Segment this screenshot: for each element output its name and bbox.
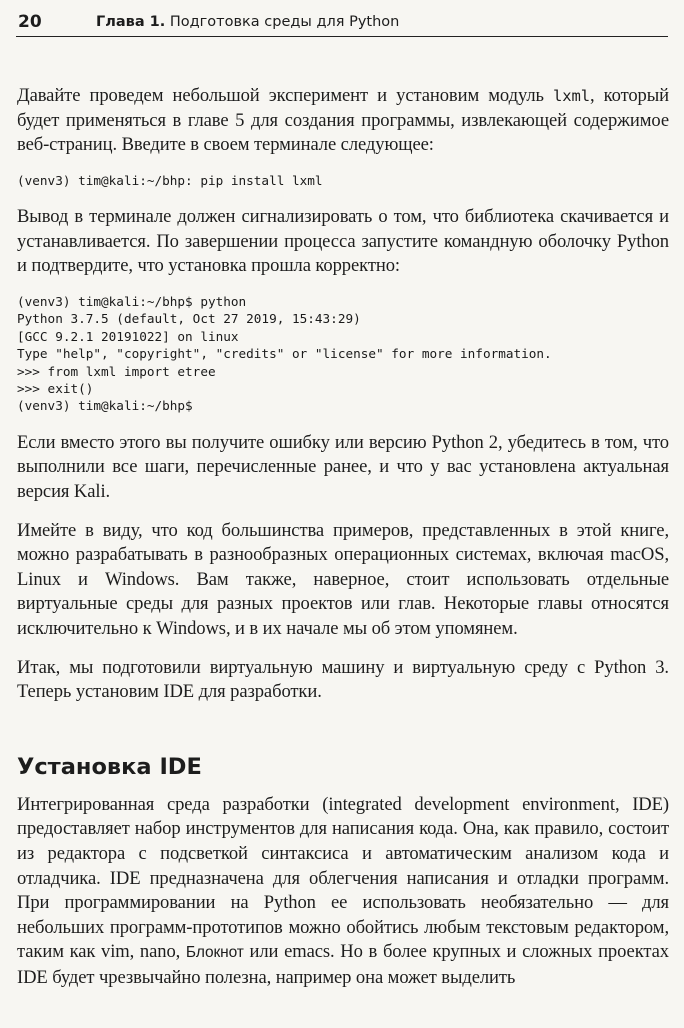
section-heading: Установка IDE <box>17 753 202 780</box>
page-content <box>17 84 669 1005</box>
chapter-title: Подготовка среды для Python <box>169 14 400 30</box>
inline-code-lxml: lxml <box>553 87 590 105</box>
text-span: , который будет применяться в главе 5 для создания программы, извлекающей содержимое веб-страниц. Введите в своем терминале следующее: <box>17 85 669 156</box>
text-span: Интегрированная среда разработки (integrated development environment, IDE) предоставляет набор инструментов для написания кода. Она, как правило, состоит из редактора с подсветкой синтаксиса и автоматическим анализом кода и отладчика. IDE предназначена для облегчения написания и отладки программ. При программировании на Python ее использовать необязательно — для небольших программ-прототипов можно обойтись любым текстовым редактором, таким как vim, nano, <box>17 793 669 963</box>
code-pip-install: (venv3) tim@kali:~/bhp: pip install lxml <box>17 172 323 188</box>
paragraph-ide-intro <box>17 793 669 991</box>
running-header <box>16 10 668 37</box>
text-span: Давайте проведем небольшой эксперимент и установим модуль <box>17 85 554 106</box>
paragraph-lxml-intro <box>17 84 669 158</box>
paragraph-error-note: Если вместо этого вы получите ошибку или версию Python 2, убедитесь в том, что выполнили все шаги, перечисленные ранее, и что у вас установлена актуальная версия Kali. <box>17 431 669 502</box>
page-number: 20 <box>18 12 42 32</box>
text-span: или emacs. Но в более крупных и сложных проектах IDE будет чрезвычайно полезна, например она может выделить <box>17 941 669 988</box>
chapter-label: Глава 1. <box>96 14 166 30</box>
paragraph-summary: Итак, мы подготовили виртуальную машину и виртуальную среду с Python 3. Теперь установим IDE для разработки. <box>17 656 669 703</box>
chapter-heading <box>96 14 399 30</box>
paragraph-os-note: Имейте в виду, что код большинства примеров, представленных в этой книге, можно разрабатывать в разнообразных операционных системах, включая macOS, Linux и Windows. Вам также, наверное, стоит использовать отдельные виртуальные среды для разных проектов или глав. Некоторые главы относятся исключительно к Windows, и в их начале мы об этом упомянем. <box>17 519 669 639</box>
paragraph-terminal-output: Вывод в терминале должен сигнализировать о том, что библиотека скачивается и устанавливается. По завершении процесса запустите командную оболочку Python и подтвердите, что установка прошла корректно: <box>17 206 669 277</box>
inline-notepad: Блокнот <box>185 944 244 962</box>
code-python-session: (venv3) tim@kali:~/bhp$ python Python 3.7.5 (default, Oct 27 2019, 15:43:29) [GCC 9.2.1 20191022] on linux Type "help", "copyright", "credits" or "license" for more information. >>> from lxml import etree >>> exit() (venv3) tim@kali:~/bhp$ <box>17 293 552 414</box>
